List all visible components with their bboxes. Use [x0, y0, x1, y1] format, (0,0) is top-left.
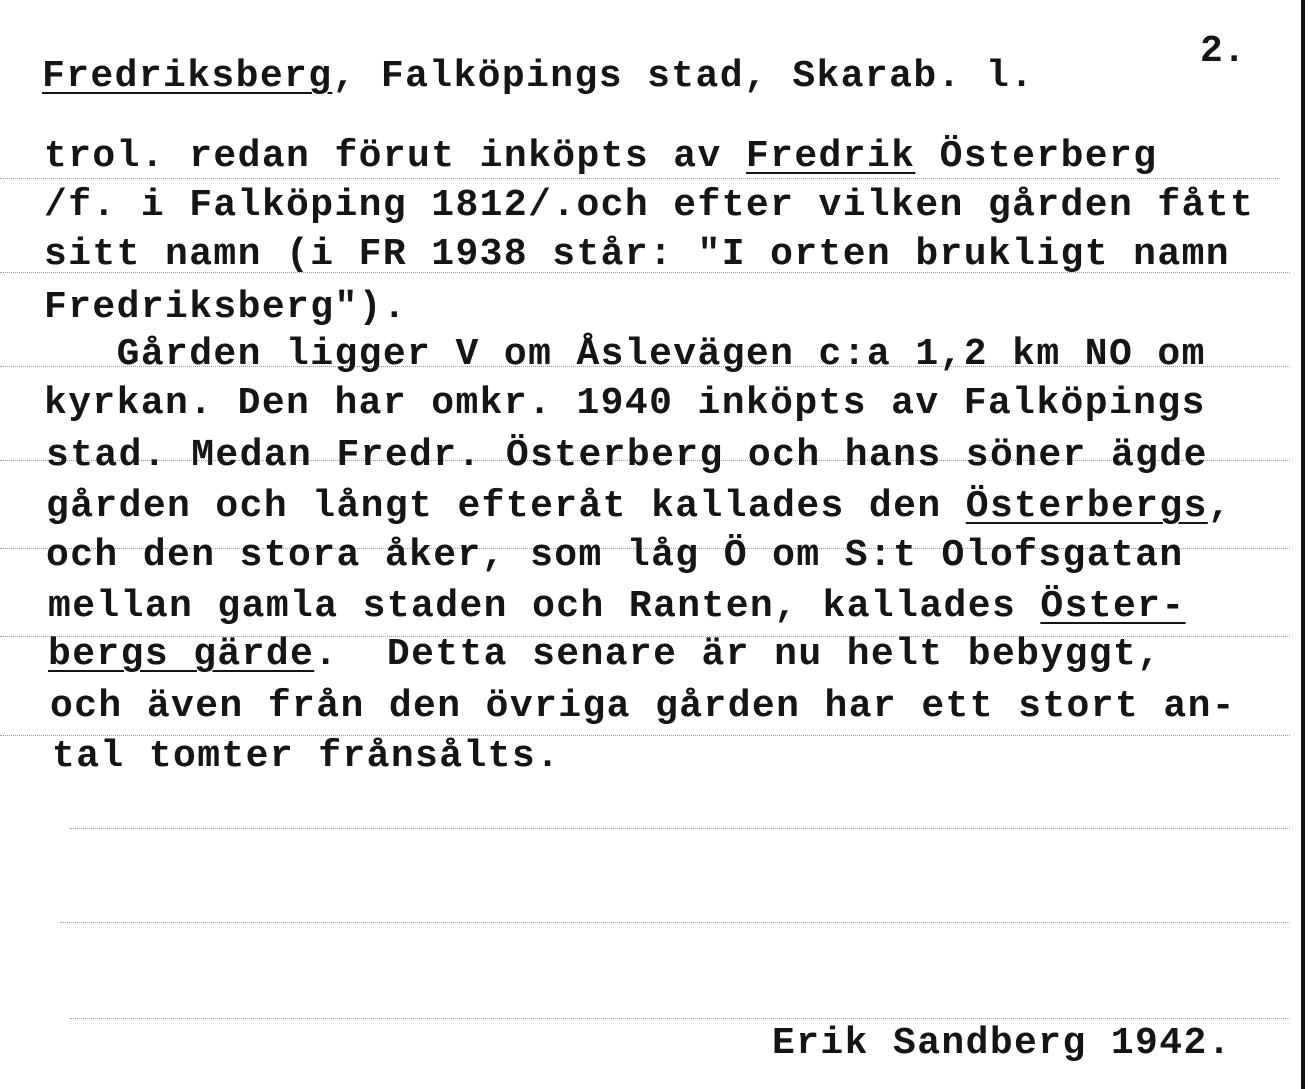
ruled-line — [0, 178, 1280, 179]
signature: Erik Sandberg 1942. — [772, 1022, 1232, 1065]
heading-location: , Falköpings stad, Skarab. l. — [332, 55, 1035, 98]
underlined-name: Fredrik — [745, 135, 916, 178]
text-line: trol. redan förut inköpts av Fredrik Österberg — [44, 135, 1158, 178]
ruled-line — [70, 828, 1290, 829]
ruled-line — [70, 1018, 1290, 1019]
text-line: gården och långt efteråt kallades den Österbergs, — [46, 485, 1233, 528]
card-right-edge — [1301, 0, 1305, 1089]
ruled-line — [60, 922, 1290, 923]
text-line: stad. Medan Fredr. Österberg och hans söner ägde — [46, 434, 1208, 477]
heading-place-name: Fredriksberg — [42, 55, 333, 98]
text-line: mellan gamla staden och Ranten, kallades Öster- — [48, 585, 1186, 628]
card-number: 2. — [1200, 30, 1246, 73]
text-line: kyrkan. Den har omkr. 1940 inköpts av Falköpings — [44, 382, 1206, 425]
text-line: Fredriksberg"). — [44, 286, 408, 329]
text-line: Gården ligger V om Åslevägen c:a 1,2 km NO om — [44, 333, 1206, 376]
text-line: bergs gärde. Detta senare är nu helt bebyggt, — [48, 633, 1162, 676]
text-line: och den stora åker, som låg Ö om S:t Olofsgatan — [46, 534, 1184, 577]
text-line: /f. i Falköping 1812/.och efter vilken gården fått — [44, 184, 1255, 227]
text-line: och även från den övriga gården har ett stort an- — [50, 685, 1236, 728]
underlined-name: Österbergs — [965, 485, 1208, 528]
text-line: tal tomter frånsålts. — [52, 735, 561, 778]
underlined-name: bergs gärde — [48, 633, 315, 676]
card-heading — [42, 55, 1035, 98]
underlined-name: Öster- — [1040, 585, 1186, 628]
text-line: sitt namn (i FR 1938 står: "I orten brukligt namn — [44, 233, 1230, 276]
